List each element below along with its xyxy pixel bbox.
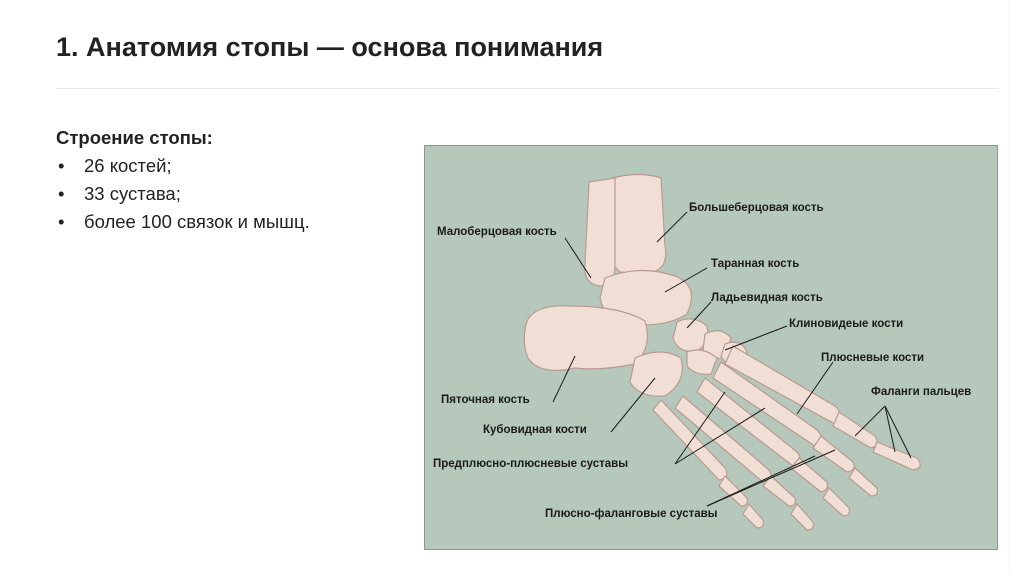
phalanx-bone bbox=[823, 488, 849, 516]
label-navicular: Ладьевидная кость bbox=[711, 292, 823, 304]
label-metatarsal: Плюсневые кости bbox=[821, 352, 925, 364]
slide-title: 1. Анатомия стопы — основа понимания bbox=[56, 32, 604, 62]
phalanx-bone bbox=[833, 412, 877, 448]
phalanx-bone bbox=[763, 476, 795, 506]
label-tibia: Большеберцовая кость bbox=[689, 202, 824, 214]
phalanx-bone bbox=[791, 504, 813, 530]
phalanx-bone bbox=[813, 436, 854, 472]
label-calcaneus: Пяточная кость bbox=[441, 394, 530, 406]
label-tarsometatarsal: Предплюсно-плюсневые суставы bbox=[433, 458, 629, 470]
list-item bbox=[56, 208, 310, 236]
title-divider bbox=[56, 88, 998, 89]
foot-anatomy-figure bbox=[424, 145, 998, 550]
bullet-text: 33 сустава; bbox=[84, 183, 181, 204]
list-item bbox=[56, 152, 310, 180]
tibia-bone bbox=[608, 175, 666, 275]
label-metatarsophalangeal: Плюсно-фаланговые суставы bbox=[545, 508, 718, 520]
label-talus: Таранная кость bbox=[711, 258, 800, 270]
fibula-bone bbox=[585, 178, 615, 286]
label-phalanges: Фаланги пальцев bbox=[871, 386, 972, 398]
phalanx-bone bbox=[873, 442, 920, 470]
label-cuneiform: Клиновидеые кости bbox=[789, 318, 904, 330]
phalanx-bone bbox=[849, 468, 877, 496]
content-heading: Строение стопы: bbox=[56, 127, 213, 148]
cuboid-bone bbox=[630, 352, 682, 396]
content-block bbox=[56, 124, 310, 236]
bullet-icon: • bbox=[58, 155, 65, 176]
phalanx-bone bbox=[743, 504, 763, 528]
slide-edge bbox=[1009, 0, 1010, 574]
phalanx-bone bbox=[719, 476, 747, 506]
label-cuboid: Кубовидная кости bbox=[483, 424, 587, 436]
calcaneus-bone bbox=[524, 306, 647, 371]
bullet-list bbox=[56, 152, 310, 236]
list-item bbox=[56, 180, 310, 208]
phalanx-bone bbox=[791, 458, 827, 492]
label-fibula: Малоберцовая кость bbox=[437, 226, 557, 238]
bullet-icon: • bbox=[58, 211, 65, 232]
bullet-text: 26 костей; bbox=[84, 155, 172, 176]
bullet-icon: • bbox=[58, 183, 65, 204]
bullet-text: более 100 связок и мышц. bbox=[84, 211, 310, 232]
